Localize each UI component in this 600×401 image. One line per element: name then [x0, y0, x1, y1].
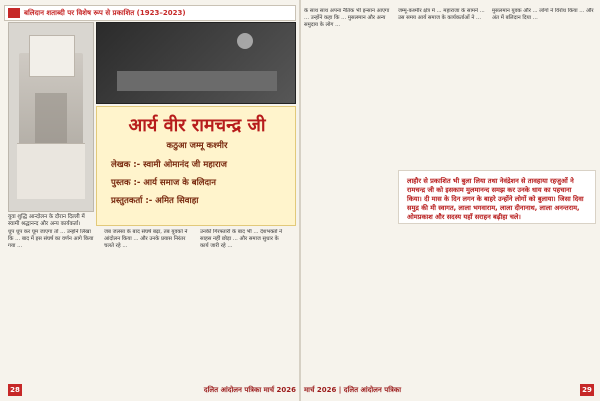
room-photo: [96, 22, 296, 104]
left-page-number: 28: [8, 384, 22, 396]
pull-quote-box: [398, 170, 596, 224]
author-line: लेखक :- स्वामी ओमानंद जी महाराज: [111, 160, 227, 170]
right-body-column-3: मुसलमान युवक और ... लोगों ने विरोध किया ... और अंत में बलिदान दिया ...: [492, 8, 594, 21]
photo-caption: युवा शुद्धि आन्दोलन के दौरान दिल्ली में स्वामी श्रद्धानन्द और अन्य कार्यकर्ता।: [8, 214, 85, 227]
desk-icon: [117, 71, 277, 91]
photo-sheet-icon: [17, 143, 85, 199]
presenter-line: प्रस्तुतकर्ता :- अमित सिवाहा: [111, 196, 199, 206]
banner-mark-icon: [8, 8, 20, 18]
pull-quote: लाहौर से प्रकाशित भी बुला लिया तथा नेवंद्रेशन से तावहाया रहजुओं ने रामचन्द्र जी को इसकाम मुलमानन्द समझ कर उनके धाय का पहचाना किया। दी मास के दिन लगन के बाहरे उन्होंने लोगों को बुलाया। जिसा दिवा समुद्र की मी स्वागत, लाला भगवाराम, लाला दीनानाथ, लाला अनन्तराम, ओमप्रकाश और सदस्य यहाँ सराहन बढ़ीहा चले।: [407, 177, 584, 221]
right-body-column-2: जम्मू-कश्मीर क्षेत्र में ... महाराजा के सामने ... उस समय आर्य समाज के कार्यकर्ताओं ने ...: [398, 8, 485, 21]
archival-photo: [8, 22, 94, 212]
photo-head-icon: [29, 35, 75, 77]
section-banner: [4, 5, 296, 21]
article-title: आर्य वीर रामचन्द्र जी: [128, 115, 266, 136]
left-footer-text: दलित आंदोलन पत्रिका मार्च 2026: [203, 385, 296, 394]
book-line: पुस्तक :- आर्य समाज के बलिदान: [111, 178, 216, 188]
article-subtitle: कठुआ जम्मू कश्मीर: [166, 141, 228, 151]
right-footer: [304, 384, 594, 396]
left-footer: [8, 384, 296, 396]
right-footer-text: मार्च 2026 | दलित आंदोलन पत्रिका: [304, 385, 402, 394]
left-body-column-3: उनकी गिरफ्तारी के बाद भी ... देशभक्तों ने साहस नहीं छोड़ा ... और समाज सुधार के कार्य जारी रहे ...: [200, 229, 283, 249]
left-body-column-1: धूप धूप कर घूम जाएगा तो ... उन्होंने लिखा कि ... बाद में इस संघर्ष का वर्णन आगे किया गया ...: [8, 229, 94, 249]
article-title-box: [96, 106, 296, 226]
photo-shadow-icon: [35, 93, 67, 143]
banner-text: बलिदान शताब्दी पर विशेष रूप से प्रकाशित (1923–2023): [24, 8, 186, 17]
page-gutter: [299, 0, 301, 401]
right-body-column-1: के साथ साथ अपना नैतिक भी इन्सान आएगा ... उन्होंने कहा कि ... मुसलमान और अन्य समुदाय के लोग ...: [304, 8, 390, 28]
left-body-column-2: जब जलसा के बाद संघर्ष बढ़ा, तब युवकों ने आंदोलन किया ... और उनके प्रयास निरंतर चलते रहे ...: [104, 229, 188, 249]
lamp-icon: [237, 33, 253, 49]
right-page-number: 29: [580, 384, 594, 396]
